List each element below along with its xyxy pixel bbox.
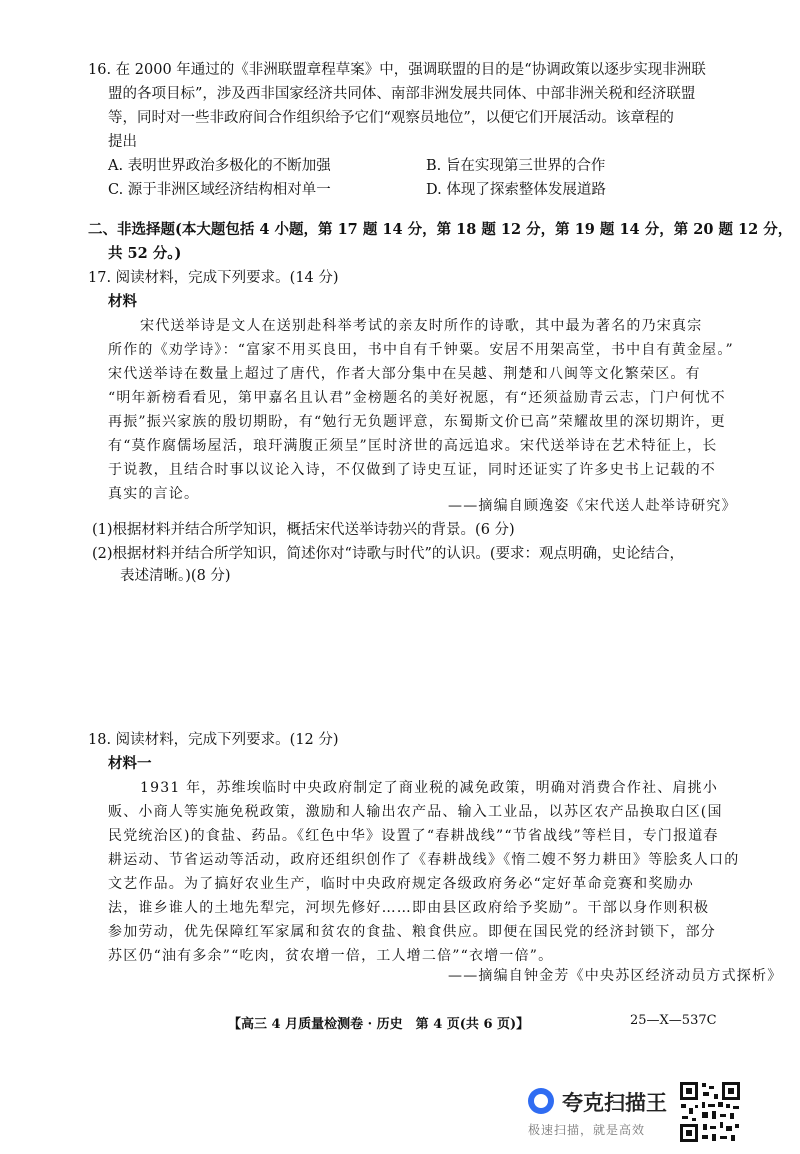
scanner-slogan: 极速扫描，就是高效	[528, 1123, 646, 1137]
q17-requirement-2-cont: 表述清晰。)(8 分)	[120, 568, 231, 584]
q17-material-line: 再振”振兴家族的殷切期盼，有“勉行无负题评意，东蜀斯文价已高”荣耀故里的深切期许，更	[108, 414, 726, 430]
q18-material-line: 苏区仍“油有多余”“吃肉，贫农增一倍，工人增二倍”“衣增一倍”。	[108, 948, 554, 964]
q18-material-line: 参加劳动，优先保障红军家属和贫农的食盐、粮食供应。即便在国民党的经济封锁下，部分	[108, 924, 716, 940]
q18-material-line: 耕运动、节省运动等活动，政府还组织创作了《春耕战线》《惰二嫂不努力耕田》等脍炙人口的	[108, 852, 740, 868]
page-footer-label: 【高三 4 月质量检测卷 · 历史 第 4 页(共 6 页)】	[228, 1017, 530, 1032]
q18-source: ——摘编自钟金芳《中央苏区经济动员方式探析》	[448, 968, 783, 984]
q16-line-4: 提出	[108, 134, 137, 150]
section-2-heading: 二、非选择题(本大题包括 4 小题，第 17 题 14 分，第 18 题 12 分，第 19 题 14 分，第 20 题 12 分，	[88, 221, 793, 238]
q17-title: 17. 阅读材料，完成下列要求。(14 分)	[88, 270, 339, 286]
q17-material-line: 有“莫作腐儒场屋活，琅玕满腹正须呈”匡时济世的高远追求。宋代送举诗在艺术特征上，长	[108, 438, 718, 454]
q16-option-b: B. 旨在实现第三世界的合作	[426, 158, 606, 174]
q17-material-line: 真实的言论。	[108, 486, 200, 502]
q18-material-line: 贩、小商人等实施免税政策，激励和人输出农产品、输入工业品，以苏区农产品换取白区(国	[108, 804, 723, 820]
q17-material-line: 于说教，且结合时事以议论入诗，不仅做到了诗史互证，同时还证实了许多史书上记载的不	[108, 462, 716, 478]
page-footer-code: 25—X—537C	[630, 1013, 717, 1028]
q18-material-line: 1931 年，苏维埃临时中央政府制定了商业税的减免政策，明确对消费合作社、肩挑小	[140, 780, 719, 796]
q17-material-line: “明年新榜看看见，第甲嘉名且认君”金榜题名的美好祝愿，有“还须益励青云志，门户何忧不	[108, 390, 726, 406]
scanner-name: 夸克扫描王	[562, 1091, 667, 1115]
qr-code-icon	[678, 1080, 742, 1144]
scanner-logo-icon	[528, 1088, 554, 1114]
q16-line-3: 等，同时对一些非政府间合作组织给予它们“观察员地位”，以便它们开展活动。该章程的	[108, 110, 674, 126]
q17-requirement-1: (1)根据材料并结合所学知识，概括宋代送举诗勃兴的背景。(6 分)	[92, 522, 515, 538]
q16-option-c: C. 源于非洲区域经济结构相对单一	[108, 182, 331, 198]
section-2-heading-cont: 共 52 分。)	[108, 245, 182, 262]
q18-title: 18. 阅读材料，完成下列要求。(12 分)	[88, 732, 339, 748]
q18-material-line: 民党统治区)的食盐、药品。《红色中华》设置了“春耕战线”“节省战线”等栏目，专门报道春	[108, 828, 719, 844]
q17-material-line: 所作的《劝学诗》：“富家不用买良田，书中自有千钟粟。安居不用架高堂，书中自有黄金屋。”	[108, 342, 734, 358]
q16-line-1: 16. 在 2000 年通过的《非洲联盟章程草案》中，强调联盟的目的是“协调政策以逐步实现非洲联	[88, 62, 706, 78]
q18-material-label: 材料一	[108, 755, 152, 772]
q17-material-label: 材料	[108, 293, 137, 310]
q17-requirement-2: (2)根据材料并结合所学知识，简述你对“诗歌与时代”的认识。(要求：观点明确，史论结合，	[92, 546, 685, 562]
q16-option-d: D. 体现了探索整体发展道路	[426, 182, 606, 198]
q17-material-line: 宋代送举诗是文人在送别赴科举考试的亲友时所作的诗歌，其中最为著名的乃宋真宗	[140, 318, 703, 334]
q17-material-line: 宋代送举诗在数量上超过了唐代，作者大部分集中在吴越、荆楚和八闽等文化繁荣区。有	[108, 366, 701, 382]
q18-material-line: 法，谁乡谁人的土地先犁完，河坝先修好……即由县区政府给予奖励”。干部以身作则积极	[108, 900, 710, 916]
q16-line-2: 盟的各项目标”，涉及西非国家经济共同体、南部非洲发展共同体、中部非洲关税和经济联盟	[108, 86, 696, 102]
scanner-watermark	[528, 1085, 670, 1147]
q18-material-line: 文艺作品。为了搞好农业生产，临时中央政府规定各级政府务必“定好革命竞赛和奖励办	[108, 876, 694, 892]
q17-source: ——摘编自顾逸姿《宋代送人赴举诗研究》	[448, 498, 737, 514]
q16-option-a: A. 表明世界政治多极化的不断加强	[108, 158, 331, 174]
